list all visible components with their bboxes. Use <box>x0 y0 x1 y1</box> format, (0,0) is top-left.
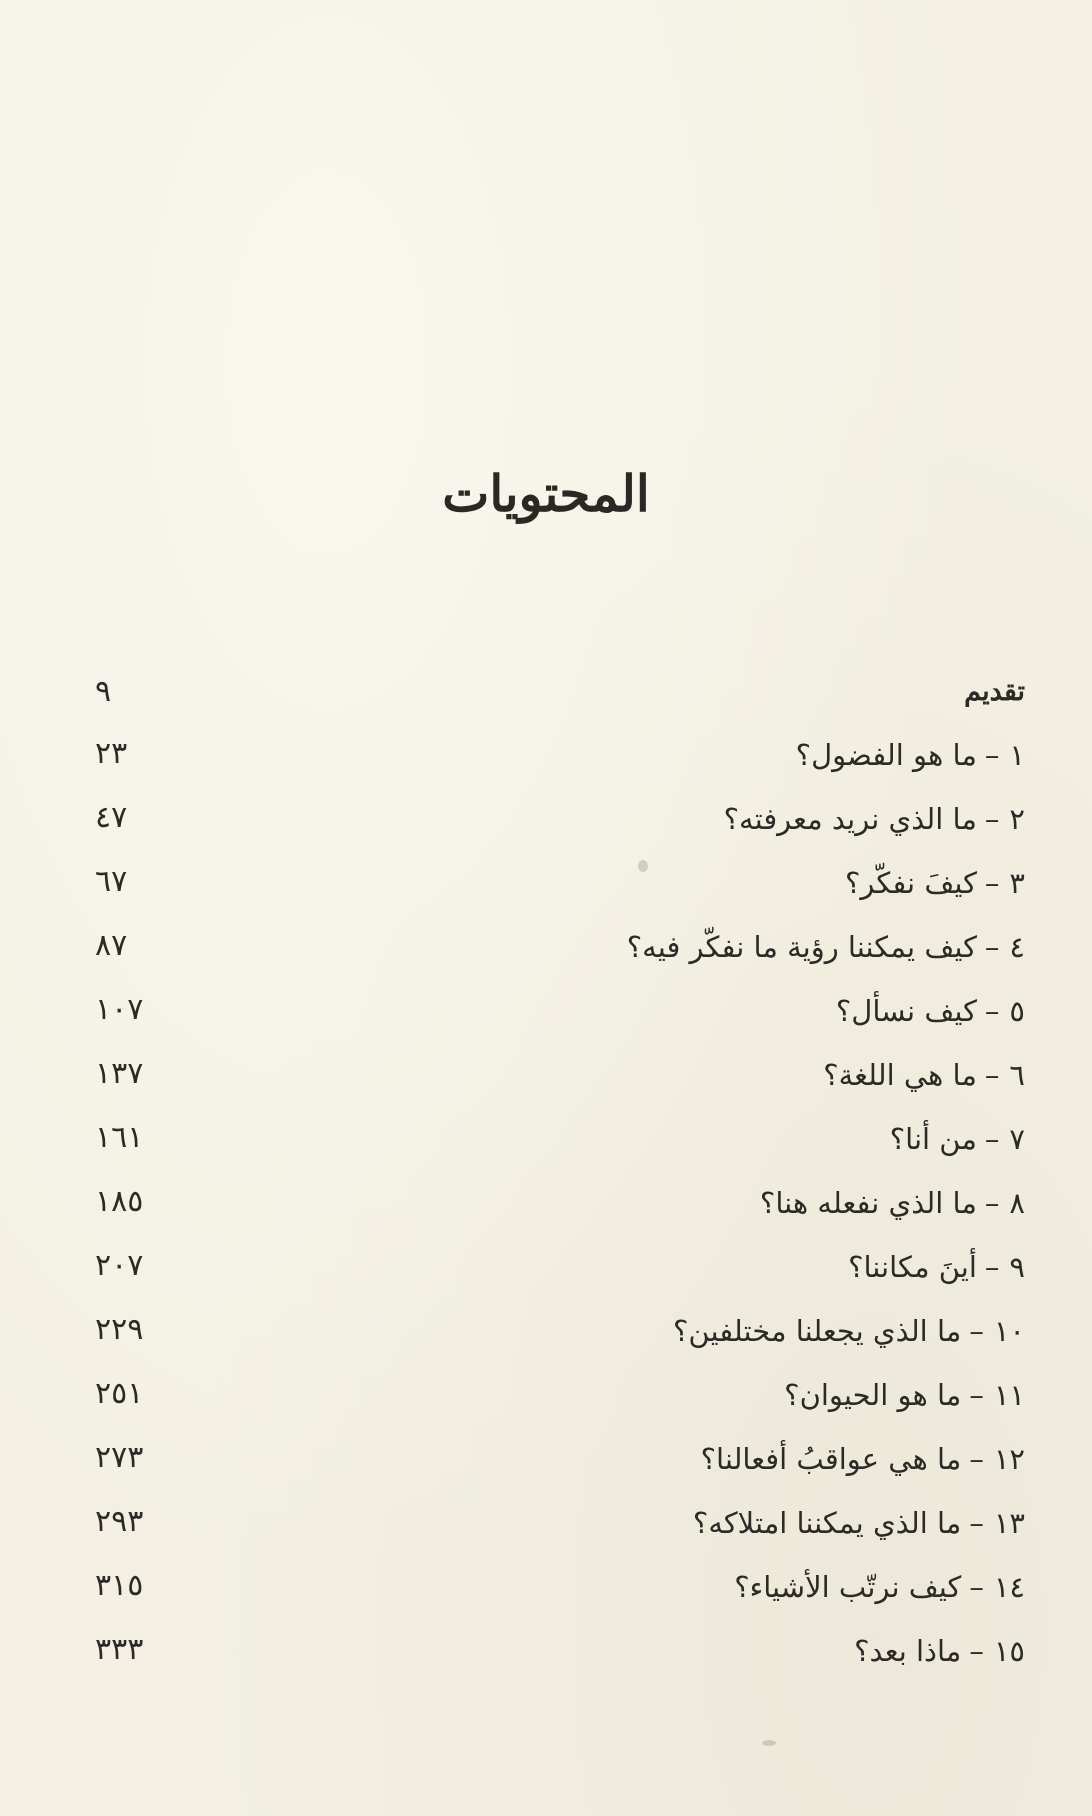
toc-entry <box>95 1628 1025 1692</box>
chapter-title: ما هي اللغة؟ <box>823 1058 977 1092</box>
toc-page-number: ٢٧٣ <box>95 1440 144 1475</box>
separator: – <box>969 1634 984 1668</box>
separator: – <box>969 1378 984 1412</box>
toc-intro-label: تقديم <box>964 676 1025 707</box>
toc-page-number: ١٣٧ <box>95 1056 144 1091</box>
separator: – <box>984 1250 1000 1284</box>
toc-entry-title <box>734 1570 1025 1604</box>
toc-entry-title <box>848 1250 1025 1284</box>
paper-speck <box>762 1740 776 1746</box>
separator: – <box>984 930 1000 964</box>
chapter-title: ما الذي نريد معرفته؟ <box>723 802 977 836</box>
chapter-number: ١٢ <box>993 1442 1025 1476</box>
toc-entry <box>95 924 1025 988</box>
chapter-title: كيفَ نفكّر؟ <box>844 866 977 900</box>
chapter-number: ٦ <box>1009 1058 1025 1092</box>
toc-entry <box>95 1436 1025 1500</box>
toc-entry-title <box>823 1058 1025 1092</box>
chapter-number: ٩ <box>1009 1250 1025 1284</box>
chapter-number: ٧ <box>1009 1122 1025 1156</box>
toc-entry-title <box>760 1186 1025 1220</box>
toc-page-number: ١٠٧ <box>95 992 144 1027</box>
separator: – <box>969 1442 984 1476</box>
toc-entry <box>95 1500 1025 1564</box>
chapter-title: ما هو الحيوان؟ <box>784 1378 962 1412</box>
chapter-title: كيف يمكننا رؤية ما نفكّر فيه؟ <box>626 930 977 964</box>
toc-entry <box>95 860 1025 924</box>
chapter-title: كيف نسأل؟ <box>835 994 977 1028</box>
toc-entry-title <box>784 1378 1025 1412</box>
toc-page-number: ٢٣ <box>95 736 128 771</box>
toc-entry-intro <box>95 670 1025 732</box>
toc-entry-title <box>836 994 1025 1028</box>
toc-page-number: ٦٧ <box>95 864 128 899</box>
chapter-number: ١١ <box>993 1378 1025 1412</box>
separator: – <box>984 738 1000 772</box>
chapter-number: ٥ <box>1009 994 1025 1028</box>
chapter-number: ٢ <box>1009 802 1025 836</box>
separator: – <box>984 1122 1000 1156</box>
toc-entry-title <box>890 1122 1025 1156</box>
toc-entry <box>95 1244 1025 1308</box>
toc-page-number: ٣١٥ <box>95 1568 144 1603</box>
chapter-title: كيف نرتّب الأشياء؟ <box>734 1570 962 1604</box>
toc-entry-title <box>845 866 1025 900</box>
chapter-title: ما الذي نفعله هنا؟ <box>759 1186 977 1220</box>
separator: – <box>984 1058 1000 1092</box>
chapter-number: ١٣ <box>993 1506 1025 1540</box>
toc-entry <box>95 1564 1025 1628</box>
toc-page-number: ٢٥١ <box>95 1376 144 1411</box>
toc-page-number: ١٨٥ <box>95 1184 144 1219</box>
chapter-title: ما هي عواقبُ أفعالنا؟ <box>700 1442 962 1476</box>
chapter-number: ١٠ <box>993 1314 1025 1348</box>
toc-entry <box>95 1372 1025 1436</box>
toc-entry <box>95 732 1025 796</box>
toc-entry-title <box>673 1314 1025 1348</box>
toc-entry-title <box>724 802 1025 836</box>
separator: – <box>984 994 1000 1028</box>
toc-page-number: ٣٣٣ <box>95 1632 144 1667</box>
toc-entry-title <box>854 1634 1025 1668</box>
toc-page-number: ٨٧ <box>95 928 128 963</box>
table-of-contents <box>95 670 1025 1692</box>
separator: – <box>984 1186 1000 1220</box>
toc-entry-title <box>796 738 1025 772</box>
toc-entry <box>95 796 1025 860</box>
page-title: المحتويات <box>442 463 650 523</box>
toc-page-number: ٢٠٧ <box>95 1248 144 1283</box>
chapter-title: ما الذي يجعلنا مختلفين؟ <box>673 1314 962 1348</box>
toc-page-number: ٤٧ <box>95 800 128 835</box>
toc-entry-title <box>701 1442 1025 1476</box>
toc-entry <box>95 1052 1025 1116</box>
chapter-number: ٤ <box>1009 930 1025 964</box>
chapter-title: ماذا بعد؟ <box>854 1634 962 1668</box>
toc-entry <box>95 1308 1025 1372</box>
toc-page-number: ٢٢٩ <box>95 1312 144 1347</box>
toc-entry-title <box>627 930 1025 964</box>
separator: – <box>969 1570 984 1604</box>
chapter-title: من أنا؟ <box>889 1122 977 1156</box>
chapter-number: ١٥ <box>993 1634 1025 1668</box>
separator: – <box>969 1506 984 1540</box>
separator: – <box>984 866 1000 900</box>
toc-page-number: ١٦١ <box>95 1120 144 1155</box>
toc-entry-title <box>693 1506 1025 1540</box>
chapter-title: ما هو الفضول؟ <box>795 738 977 772</box>
toc-entry <box>95 1180 1025 1244</box>
chapter-number: ١٤ <box>993 1570 1025 1604</box>
separator: – <box>969 1314 984 1348</box>
toc-page-number: ٢٩٣ <box>95 1504 144 1539</box>
toc-entry <box>95 988 1025 1052</box>
chapter-title: ما الذي يمكننا امتلاكه؟ <box>692 1506 962 1540</box>
chapter-number: ٨ <box>1009 1186 1025 1220</box>
toc-page-number: ٩ <box>95 674 112 709</box>
toc-entry <box>95 1116 1025 1180</box>
separator: – <box>984 802 1000 836</box>
chapter-number: ١ <box>1009 738 1025 772</box>
chapter-title: أينَ مكاننا؟ <box>848 1250 977 1284</box>
chapter-number: ٣ <box>1009 866 1025 900</box>
